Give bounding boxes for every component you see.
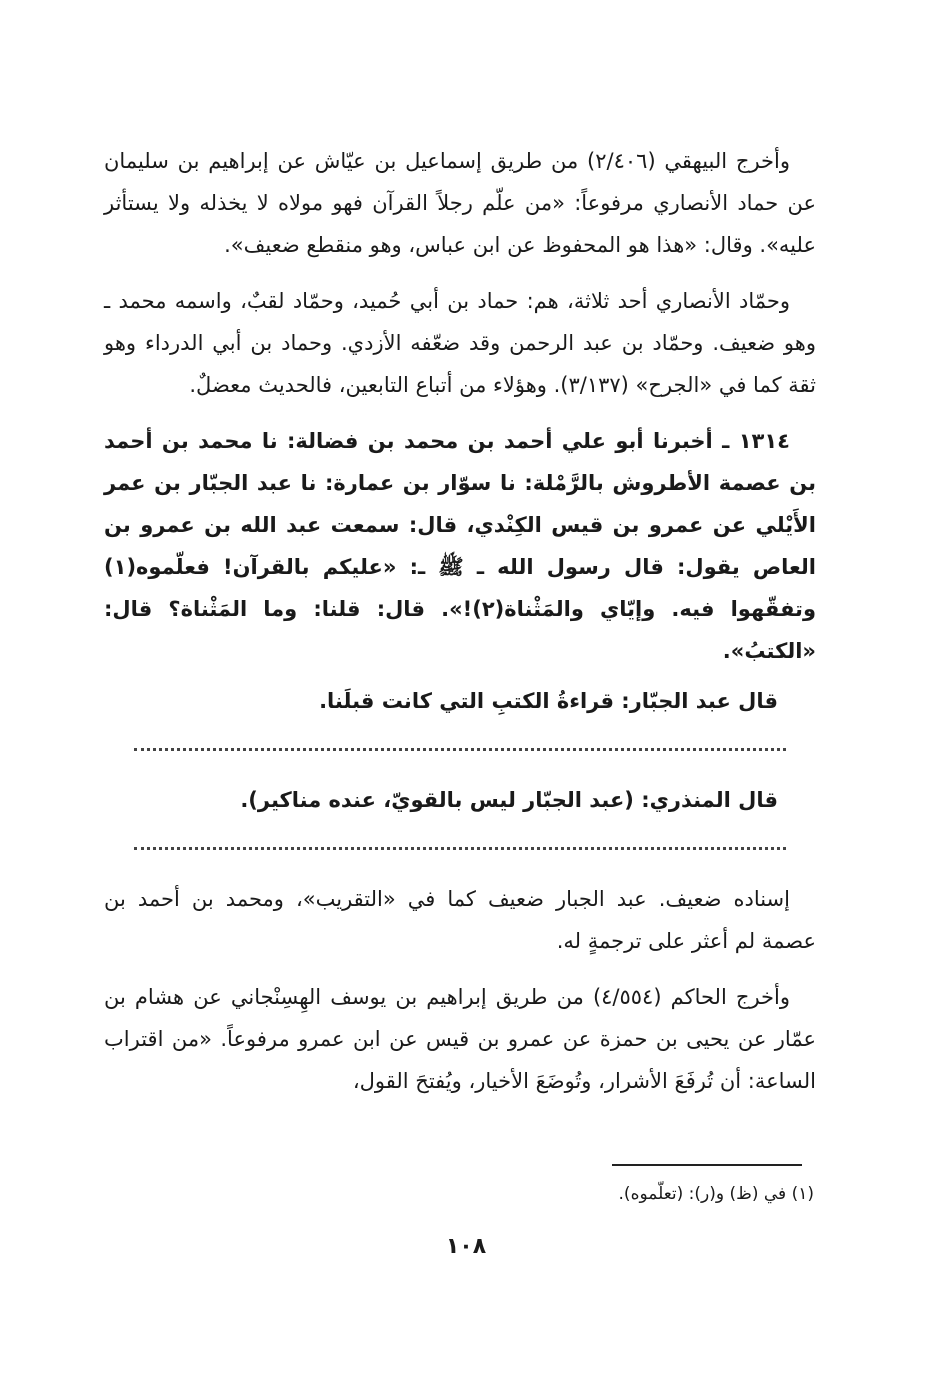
dotted-divider-bottom <box>134 847 786 850</box>
page-number: ١٠٨ <box>445 1234 487 1259</box>
footnote: (١) في (ظ) و(ر): (تعلّموه). <box>618 1184 814 1204</box>
paragraph-bayhaqi-text: وأخرج البيهقي (٢/٤٠٦) من طريق إسماعيل بن عيّاش عن إبراهيم بن سليمان عن حماد الأنصاري مرفوعاً: «من علّم رجلاً القرآن فهو مولاه لا يخذله ولا يستأثر عليه». وقال: «هذا هو المحفوظ عن ابن عباس، وهو منقطع ضعيف». <box>104 149 816 257</box>
footnote-separator <box>612 1164 802 1166</box>
hadith-1314 <box>104 420 816 672</box>
paragraph-isnad-text: إسناده ضعيف. عبد الجبار ضعيف كما في «التقريب»، ومحمد بن أحمد بن عصمة لم أعثر على ترجمةٍ له. <box>104 887 816 953</box>
paragraph-isnad <box>104 878 816 962</box>
paragraph-hammad <box>104 280 816 406</box>
paragraph-bayhaqi <box>104 140 816 266</box>
abd-al-jabbar-quote: قال عبد الجبّار: قراءةُ الكتبِ التي كانت قبلَنا. <box>319 689 778 713</box>
paragraph-hakim <box>104 976 816 1102</box>
mundhiri-quote: قال المنذري: (عبد الجبّار ليس بالقويّ، عنده مناكير). <box>240 788 778 812</box>
page-body <box>104 140 816 1116</box>
hadith-1314-text: ١٣١٤ ـ أخبرنا أبو علي أحمد بن محمد بن فضالة: نا محمد بن أحمد بن عصمة الأطروش بالرَّمْلة: نا سوّار بن عمارة: نا عبد الجبّار بن عمر الأَيْلي عن عمرو بن قيس الكِنْدي، قال: سمعت عبد الله بن عمرو بن العاص يقول: قال رسول الله ـ ﷺ ـ: «عليكم بالقرآن! فعلّموه(١) وتفقّهوا فيه. وإيّاي والمَثْناة(٢)!». قال: قلنا: وما المَثْناة؟ قال: «الكتبُ». <box>104 429 816 663</box>
paragraph-hakim-text: وأخرج الحاكم (٤/٥٥٤) من طريق إبراهيم بن يوسف الهِسِنْجاني عن هشام بن عمّار عن يحيى بن حمزة عن عمرو بن قيس عن ابن عمرو مرفوعاً. «من اقتراب الساعة: أن تُرفَعَ الأشرار، وتُوضَعَ الأخيار، ويُفتحَ القول، <box>104 985 816 1093</box>
paragraph-hammad-text: وحمّاد الأنصاري أحد ثلاثة، هم: حماد بن أبي حُميد، وحمّاد لقبٌ، واسمه محمد ـ وهو ضعيف. وحمّاد بن عبد الرحمن وقد ضعّفه الأزدي. وحماد بن أبي الدرداء وهو ثقة كما في «الجرح» (٣/١٣٧). وهؤلاء من أتباع التابعين، فالحديث معضلٌ. <box>104 289 816 397</box>
dotted-divider-top <box>134 748 786 751</box>
